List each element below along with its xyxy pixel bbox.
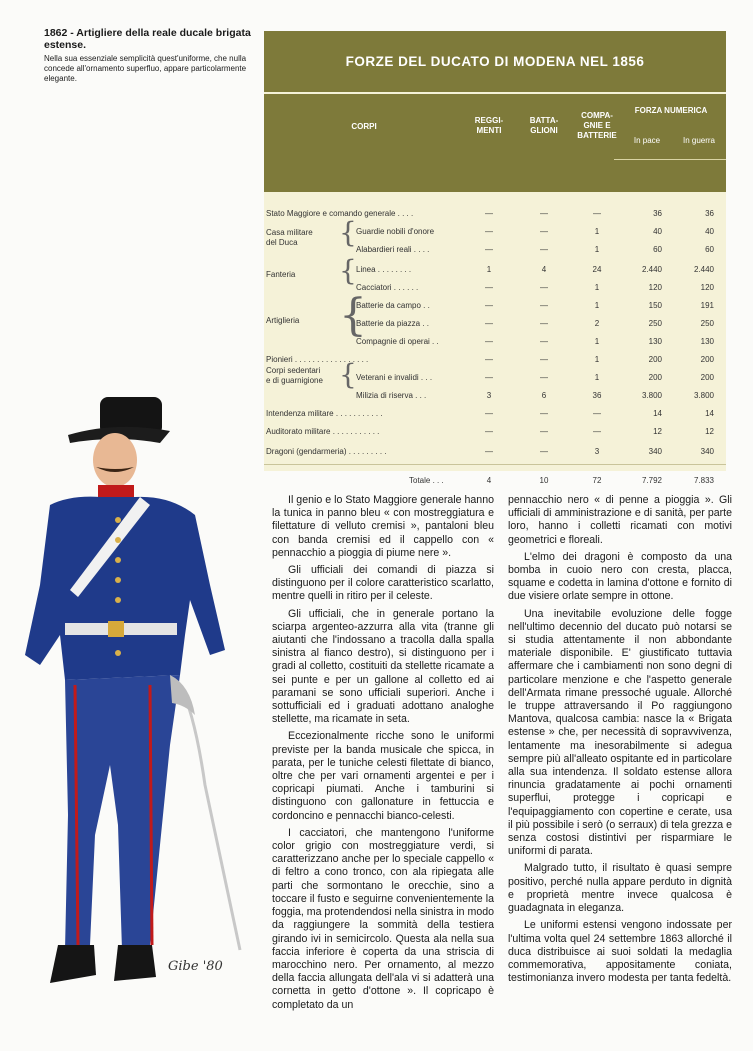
- table-title: FORZE DEL DUCATO DI MODENA NEL 1856: [264, 31, 726, 92]
- cell-compagnie: —: [593, 427, 601, 436]
- row-label: Compagnie di operai . .: [356, 337, 439, 346]
- cell-battaglioni: —: [540, 245, 548, 254]
- left-boot: [50, 945, 96, 983]
- header-forza: FORZA NUMERICA: [634, 106, 708, 115]
- cell-battaglioni: 6: [541, 391, 547, 400]
- table-body: [264, 194, 726, 485]
- paragraph: pennacchio nero « di penne a pioggia ». Gli ufficiali di amministrazione e di sanità, per parte loro, hanno i colletti ricamati con motivi geometrici e floreali.: [508, 494, 732, 546]
- cell-battaglioni: —: [540, 447, 548, 456]
- cell-battaglioni: —: [540, 209, 548, 218]
- face: [93, 433, 137, 487]
- cell-guerra: 250: [700, 319, 714, 328]
- total-pace: 7.792: [641, 476, 662, 485]
- total-label: Totale . . .: [409, 476, 444, 485]
- table-row: [264, 444, 726, 460]
- cell-compagnie: 3: [594, 447, 600, 456]
- cell-guerra: 12: [705, 427, 714, 436]
- cell-guerra: 36: [705, 209, 714, 218]
- header-corpi: CORPI: [351, 122, 377, 131]
- forces-table: [264, 31, 726, 485]
- cell-reggimenti: —: [485, 427, 493, 436]
- cell-reggimenti: —: [485, 373, 493, 382]
- cell-compagnie: 1: [594, 283, 600, 292]
- cell-compagnie: 1: [594, 301, 600, 310]
- group-artiglieria: Artiglieria: [266, 316, 300, 325]
- group-casa: Casa militare del Duca: [266, 228, 313, 247]
- cell-reggimenti: —: [485, 301, 493, 310]
- row-label: Intendenza militare . . . . . . . . . . .: [266, 409, 383, 418]
- row-label: Batterie da piazza . .: [356, 319, 429, 328]
- table-row: [264, 334, 726, 350]
- cell-battaglioni: —: [540, 283, 548, 292]
- trouser-stripe: [150, 685, 152, 945]
- cell-battaglioni: —: [540, 319, 548, 328]
- table-header: [264, 94, 726, 192]
- cell-guerra: 191: [700, 301, 714, 310]
- cell-guerra: 130: [700, 337, 714, 346]
- header-guerra: In guerra: [682, 136, 716, 145]
- cell-battaglioni: —: [540, 227, 548, 236]
- table-row: [264, 280, 726, 296]
- total-row: [264, 473, 726, 489]
- cell-pace: 340: [648, 447, 662, 456]
- total-divider: [264, 464, 726, 465]
- cell-pace: 2.440: [641, 265, 662, 274]
- total-reggimenti: 4: [486, 476, 492, 485]
- paragraph: I cacciatori, che mantengono l'uniforme color grigio con mostreggiature verdi, si caratterizzano anche per lo speciale cappello « di feltro a cono tronco, con ala ripiegata alle parti che sormontano le orecchie, sino a toccare il fusto e seguirne convenientemente la foggia, ma protendendosi nella sinistra in modo da raggiungere la sommità della testiera girando ivi in semicircolo. Questa ala nella sua faccia inferiore è coperta da una striscia di marocchino nero. Per ornamento, al mezzo della faccia allungata dell'ala vi si adatterà una cornetta in getto d'ottone ». Il copricapo è completato da un: [272, 826, 495, 1011]
- sabre-icon: [180, 685, 240, 950]
- figure-caption: [44, 27, 254, 84]
- cell-compagnie: 2: [594, 319, 600, 328]
- brace-fanteria: {: [339, 254, 357, 287]
- text-column-2: [508, 494, 732, 989]
- table-row: [264, 224, 726, 240]
- cell-pace: 200: [648, 355, 662, 364]
- row-label: Veterani e invalidi . . .: [356, 373, 433, 382]
- brace-corpi-sedentari: {: [339, 358, 357, 391]
- cell-battaglioni: —: [540, 427, 548, 436]
- cell-reggimenti: —: [485, 409, 493, 418]
- header-pace: In pace: [633, 136, 661, 145]
- row-label: Stato Maggiore e comando generale . . . .: [266, 209, 414, 218]
- cell-pace: 200: [648, 373, 662, 382]
- paragraph: L'elmo dei dragoni è composto da una bomba in cuoio nero con cresta, placca, squame e codetta in lamina d'ottone e fornito di due visiere orlate sempre in ottone.: [508, 550, 732, 603]
- trousers: [65, 675, 180, 950]
- group-fanteria: Fanteria: [266, 270, 296, 279]
- paragraph: Gli ufficiali dei comandi di piazza si distinguono per il colore caratteristico scarlatto, mentre quelli in ritiro per il celeste.: [272, 564, 494, 603]
- cell-reggimenti: —: [485, 245, 493, 254]
- cell-compagnie: 24: [592, 265, 602, 274]
- cell-guerra: 3.800: [693, 391, 714, 400]
- paragraph: Una inevitabile evoluzione delle fogge nell'ultimo decennio del ducato può notarsi se si studia attentamente il non abbondante materiale disponibile. E' giustificato tuttavia affermare che i cambiamenti non sono degni di particolare menzione e che l'aspetto generale dell'Armata rimane pressoché uguale. Allorché le truppe attraversando il Po raggiungono Mantova, qualcosa cambia: nasce la « Brigata estense » che, per necessità di sopravvivenza, lentamente ma inesorabilmente si adegua sempre più all'alleato ospitante ed in particolare alla sua intendenza. Il soldato estense allora rinuncia gradatamente ai pochi ornamenti superflui, protegge i copricapi e l'equipaggiamento con copertine e cerate, usa il più possibile i serò (o serraux) di tela grezza e senza costosi distintivi per risparmiare le uniformi di parata.: [508, 607, 732, 858]
- row-label: Guardie nobili d'onore: [356, 227, 435, 236]
- paragraph: Le uniformi estensi vengono indossate per l'ultima volta quel 24 settembre 1863 allorché il duca distribuisce ai suoi soldati la medaglia commemorativa, appositamente coniata, testimonianza invero modesta per tanta fedeltà.: [508, 919, 732, 985]
- cell-reggimenti: 3: [486, 391, 492, 400]
- cell-pace: 60: [653, 245, 662, 254]
- cell-battaglioni: —: [540, 301, 548, 310]
- cell-battaglioni: —: [540, 373, 548, 382]
- table-row: [264, 388, 726, 404]
- cell-guerra: 40: [705, 227, 714, 236]
- cell-guerra: 340: [700, 447, 714, 456]
- group-corpi-sedentari: Corpi sedentari e di guarnigione: [266, 366, 323, 385]
- cell-pace: 130: [648, 337, 662, 346]
- cell-guerra: 200: [700, 373, 714, 382]
- text-column-1: [272, 494, 494, 1016]
- cell-compagnie: —: [593, 209, 601, 218]
- cell-reggimenti: —: [485, 319, 493, 328]
- table-row: [264, 352, 726, 368]
- header-compagnie: COMPA- GNIE E BATTERIE: [577, 111, 617, 140]
- row-label: Dragoni (gendarmeria) . . . . . . . . .: [266, 447, 387, 456]
- cell-reggimenti: —: [485, 355, 493, 364]
- cell-pace: 40: [653, 227, 662, 236]
- table-row: [264, 370, 726, 386]
- cell-pace: 150: [648, 301, 662, 310]
- cell-compagnie: 36: [592, 391, 602, 400]
- paragraph: Eccezionalmente ricche sono le uniformi previste per la banda musicale che spicca, in parata, per le tuniche celesti filettate di bianco, oltre che per vari ornamenti argentei e per i copricapi piumati. Anche i tamburini si distinguono con gallonature in fettuccia e cordoncino e pennacchi bianco-celesti.: [272, 730, 494, 822]
- cell-reggimenti: —: [485, 337, 493, 346]
- cell-pace: 120: [648, 283, 662, 292]
- paragraph: Gli ufficiali, che in generale portano la sciarpa argenteo-azzurra alla vita (tranne gli aiutanti che l'indossano a tracolla dalla spalla sinistra al fianco destro), si distinguono per i gradi al colletto, costituiti da stellette ricamate a sei punte e per un gallone al colletto ed ai paramani se sono ufficiali superiori. Anche i sottufficiali ed i graduati adottano analoghe stellette, ma ricamate in seta.: [272, 607, 494, 726]
- row-label: Alabardieri reali . . . .: [356, 245, 430, 254]
- cell-guerra: 200: [700, 355, 714, 364]
- cell-reggimenti: —: [485, 209, 493, 218]
- table-row: [264, 406, 726, 422]
- row-label: Linea . . . . . . . .: [356, 265, 412, 274]
- header-battaglioni: BATTA- GLIONI: [529, 116, 559, 135]
- cell-pace: 14: [653, 409, 662, 418]
- cell-battaglioni: —: [540, 409, 548, 418]
- cell-pace: 3.800: [641, 391, 662, 400]
- row-label: Pionieri . . . . . . . . . . . . . . . . .: [266, 355, 369, 364]
- cell-guerra: 60: [705, 245, 714, 254]
- total-guerra: 7.833: [693, 476, 714, 485]
- row-label: Cacciatori . . . . . .: [356, 283, 419, 292]
- caption-text: Nella sua essenziale semplicità quest'uniforme, che nulla concede all'ornamento superfluo, appare particolarmente elegante.: [44, 54, 247, 83]
- cell-pace: 36: [653, 209, 662, 218]
- cell-reggimenti: 1: [486, 265, 492, 274]
- table-row: [264, 262, 726, 278]
- cell-battaglioni: 4: [541, 265, 547, 274]
- table-row: [264, 242, 726, 258]
- total-battaglioni: 10: [539, 476, 549, 485]
- header-reggimenti: REGGI- MENTI: [474, 116, 504, 135]
- table-row: [264, 424, 726, 440]
- cell-battaglioni: —: [540, 337, 548, 346]
- cell-reggimenti: —: [485, 227, 493, 236]
- caption-title: 1862 - Artigliere della reale ducale brigata estense.: [44, 27, 251, 51]
- table-row: [264, 206, 726, 222]
- cell-compagnie: 1: [594, 245, 600, 254]
- total-compagnie: 72: [592, 476, 602, 485]
- artist-signature: Gibe '80: [168, 959, 223, 974]
- cell-pace: 250: [648, 319, 662, 328]
- artilleryman-illustration: [10, 385, 265, 1025]
- cell-compagnie: 1: [594, 373, 600, 382]
- cell-compagnie: 1: [594, 355, 600, 364]
- right-boot: [114, 945, 156, 981]
- paragraph: Malgrado tutto, il risultato è quasi sempre positivo, perché nulla appare perduto in dignità e proprietà mentre invece qualcosa è guadagnata in eleganza.: [508, 862, 732, 915]
- paragraph: Il genio e lo Stato Maggiore generale hanno la tunica in panno bleu « con mostreggiatura e filettature di velluto cremisi », pantaloni bleu con banda cremisi ed il cappello con « pennacchio a pioggia di piume nere ».: [272, 494, 494, 559]
- cell-reggimenti: —: [485, 283, 493, 292]
- cell-compagnie: 1: [594, 227, 600, 236]
- brace-artiglieria: {: [339, 290, 367, 341]
- cell-guerra: 2.440: [693, 265, 714, 274]
- table-row: [264, 298, 726, 314]
- cell-guerra: 120: [700, 283, 714, 292]
- cell-guerra: 14: [705, 409, 714, 418]
- cell-battaglioni: —: [540, 355, 548, 364]
- cell-compagnie: —: [593, 409, 601, 418]
- row-label: Batterie da campo . .: [356, 301, 430, 310]
- header-divider: [614, 159, 726, 160]
- table-row: [264, 316, 726, 332]
- brace-casa: {: [339, 216, 357, 249]
- cell-compagnie: 1: [594, 337, 600, 346]
- cell-pace: 12: [653, 427, 662, 436]
- belt-buckle: [108, 621, 124, 637]
- row-label: Milizia di riserva . . .: [356, 391, 427, 400]
- cell-reggimenti: —: [485, 447, 493, 456]
- row-label: Auditorato militare . . . . . . . . . . .: [266, 427, 380, 436]
